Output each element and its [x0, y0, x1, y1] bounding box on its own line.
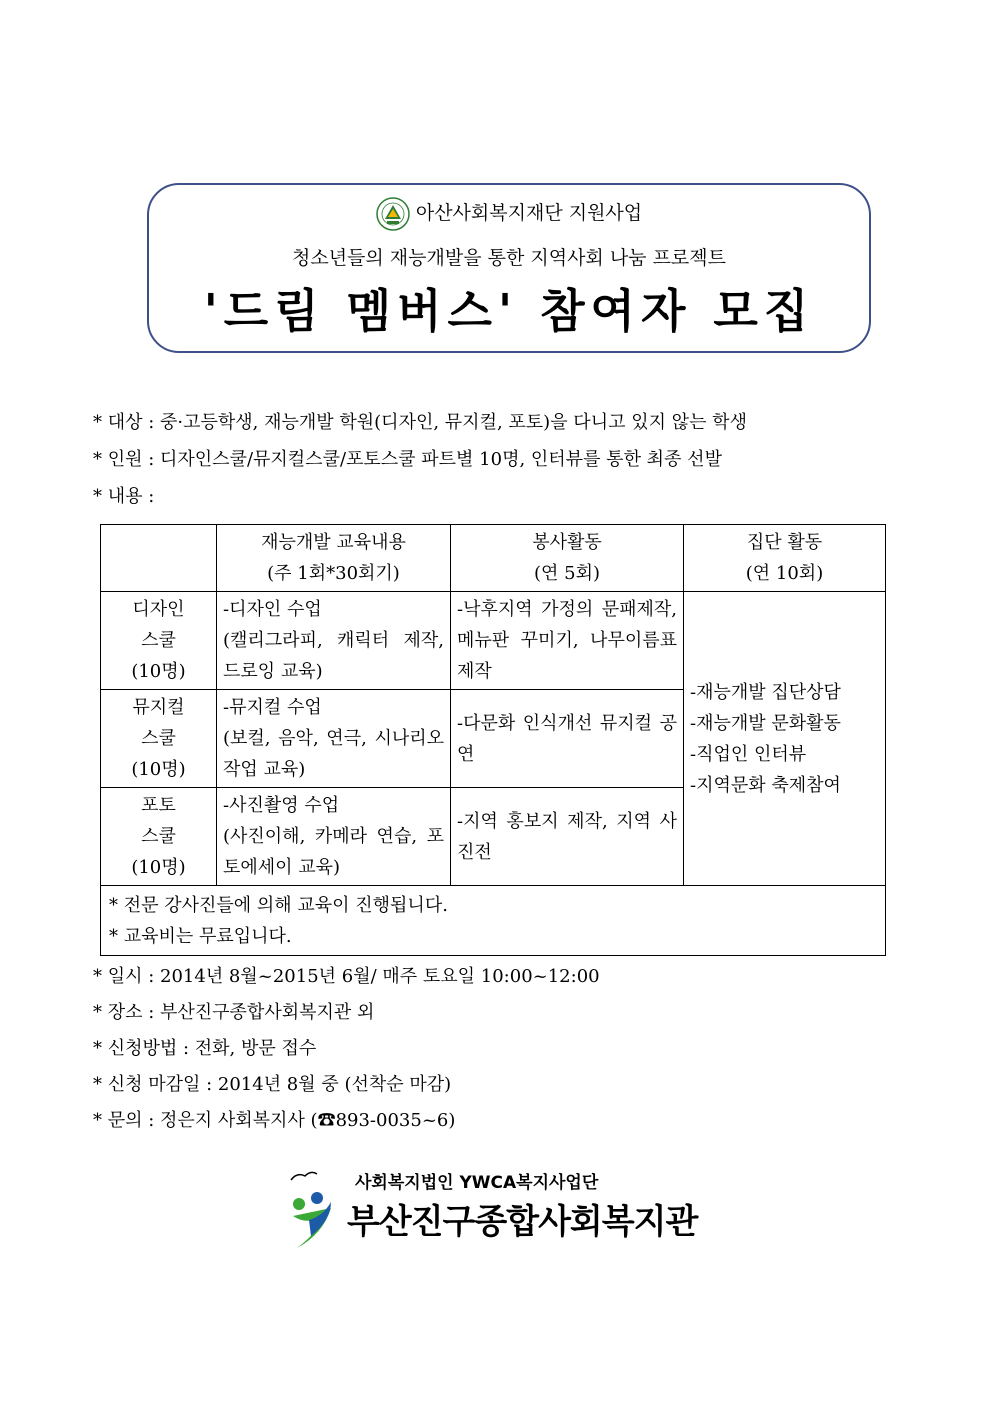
- service-musical: -다문화 인식개선 뮤지컬 공연: [451, 690, 684, 788]
- group-activities: -재능개발 집단상담 -재능개발 문화활동 -직업인 인터뷰 -지역문화 축제참여: [684, 592, 886, 886]
- sponsor-line: [149, 195, 869, 231]
- info-target: * 대상 : 중·고등학생, 재능개발 학원(디자인, 뮤지컬, 포토)을 다니고 있지 않는 학생: [93, 412, 747, 433]
- school-design: 디자인 스쿨 (10명): [101, 592, 217, 690]
- org-main-name: 부산진구종합사회복지관: [347, 1202, 698, 1242]
- org-sub-name: 사회복지법인 YWCA복지사업단: [355, 1173, 599, 1193]
- header-service: 봉사활동 (연 5회): [451, 525, 684, 592]
- welfare-center-emblem-icon: [285, 1166, 347, 1252]
- school-photo: 포토 스쿨 (10명): [101, 788, 217, 886]
- service-photo: -지역 홍보지 제작, 지역 사진전: [451, 788, 684, 886]
- sponsor-text: 아산사회복지재단 지원사업: [415, 202, 643, 224]
- info-schedule: * 일시 : 2014년 8월~2015년 6월/ 매주 토요일 10:00~12:00: [93, 966, 600, 987]
- header-group: 집단 활동 (연 10회): [684, 525, 886, 592]
- project-subtitle: 청소년들의 재능개발을 통한 지역사회 나눔 프로젝트: [292, 247, 726, 269]
- notes-row: [101, 886, 886, 956]
- welfare-center-logo: [285, 1166, 698, 1252]
- header-education: 재능개발 교육내용 (주 1회*30회기): [217, 525, 451, 592]
- info-location: * 장소 : 부산진구종합사회복지관 외: [93, 1002, 375, 1023]
- asan-foundation-logo-icon: [376, 197, 410, 231]
- table-notes: * 전문 강사진들에 의해 교육이 진행됩니다. * 교육비는 무료입니다.: [101, 886, 886, 956]
- program-table: [100, 524, 886, 956]
- recruit-title: '드림 멤버스' 참여자 모집: [203, 284, 815, 338]
- table-header-row: [101, 525, 886, 592]
- header-empty-cell: [101, 525, 217, 592]
- info-apply-method: * 신청방법 : 전화, 방문 접수: [93, 1038, 317, 1059]
- info-content-label: * 내용 :: [93, 486, 155, 507]
- table-row: [101, 592, 886, 690]
- education-design: -디자인 수업 (캘리그라피, 캐릭터 제작, 드로잉 교육): [217, 592, 451, 690]
- header-box: [147, 183, 871, 353]
- education-photo: -사진촬영 수업 (사진이해, 카메라 연습, 포토에세이 교육): [217, 788, 451, 886]
- info-personnel: * 인원 : 디자인스쿨/뮤지컬스쿨/포토스쿨 파트별 10명, 인터뷰를 통한 최종 선발: [93, 449, 722, 470]
- service-design: -낙후지역 가정의 문패제작, 메뉴판 꾸미기, 나무이름표 제작: [451, 592, 684, 690]
- info-contact: * 문의 : 정은지 사회복지사 (☎893-0035~6): [93, 1110, 456, 1131]
- school-musical: 뮤지컬 스쿨 (10명): [101, 690, 217, 788]
- education-musical: -뮤지컬 수업 (보컬, 음악, 연극, 시나리오 작업 교육): [217, 690, 451, 788]
- info-deadline: * 신청 마감일 : 2014년 8월 중 (선착순 마감): [93, 1074, 452, 1095]
